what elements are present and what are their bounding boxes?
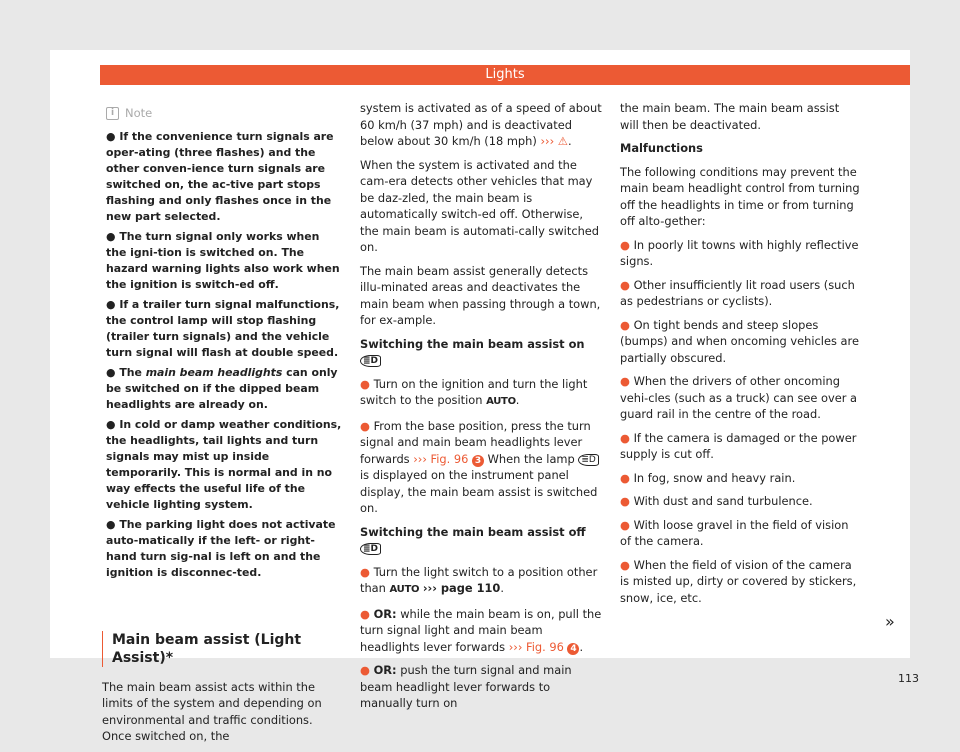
paragraph: The main beam assist generally detects illu-minated areas and deactivates the main beam when passing through a town, for ex-ample. bbox=[360, 263, 601, 327]
callout-number: 4 bbox=[567, 643, 579, 655]
main-beam-assist-icon: ≣D bbox=[360, 355, 381, 367]
list-item: ● In poorly lit towns with highly reflective signs. bbox=[620, 237, 859, 268]
header-bar bbox=[100, 65, 910, 85]
main-beam-assist-icon: ≣D bbox=[578, 454, 598, 466]
manual-page bbox=[50, 50, 919, 743]
figure-link[interactable]: ››› Fig. 96 bbox=[508, 639, 564, 654]
paragraph: When the system is activated and the cam-era detects other vehicles that may be daz-zled, the main beam is automatically switch-ed off. Otherwise, the main beam is automati-cally switched on. bbox=[360, 157, 600, 254]
sub-heading-off: Switching the main beam assist off ≣D bbox=[360, 524, 586, 554]
note-title bbox=[106, 105, 342, 122]
list-item: ● Turn the light switch to a position other than AUTO ››› page 110. bbox=[360, 564, 598, 595]
list-item: ● If the camera is damaged or the power supply is cut off. bbox=[620, 430, 857, 461]
list-item: ● When the field of vision of the camera is misted up, dirty or covered by stickers, snow, ice, etc. bbox=[620, 557, 857, 605]
list-item: ● When the drivers of other oncoming vehi-cles (such as a truck) can see over a guard rail in the centre of the road. bbox=[620, 374, 858, 421]
note-item: ● In cold or damp weather conditions, the headlights, tail lights and turn signals may mist up inside temporarily. This is normal and in no way effects the useful life of the vehicle lighting system. bbox=[106, 417, 342, 511]
page-link[interactable]: ››› page 110 bbox=[422, 581, 501, 595]
callout-number: 3 bbox=[472, 455, 484, 467]
page-number: 113 bbox=[898, 672, 919, 685]
paragraph: The following conditions may prevent the main beam headlight control from turning off the headlights in time or from turning off alto-gether: bbox=[620, 164, 860, 228]
section-intro: The main beam assist acts within the limits of the system and depending on environmental and traffic conditions. Once switched on, the bbox=[102, 679, 322, 743]
figure-link[interactable]: ››› Fig. 96 bbox=[413, 451, 469, 466]
main-beam-assist-icon: ≣D bbox=[360, 543, 381, 555]
list-item: ● OR: push the turn signal and main beam headlight lever forwards to manually turn on bbox=[360, 663, 572, 710]
sub-heading-on: Switching the main beam assist on ≣D bbox=[360, 336, 585, 366]
section-heading: Main beam assist (Light Assist)* bbox=[102, 631, 342, 667]
auto-symbol: AUTO bbox=[486, 396, 516, 407]
list-item: ● OR: while the main beam is on, pull the turn signal light and main beam headlights lever forwards ››› Fig. 96 4 . bbox=[360, 606, 602, 654]
paragraph: the main beam. The main beam assist will then be deactivated. bbox=[620, 101, 840, 132]
note-title-text: Note bbox=[125, 106, 153, 120]
info-icon: i bbox=[106, 107, 119, 120]
list-item: ● In fog, snow and heavy rain. bbox=[620, 470, 796, 485]
note-item: ● The main beam headlights can only be switched on if the dipped beam headlights are already on. bbox=[106, 365, 338, 411]
list-item: ● Turn on the ignition and turn the light switch to the position AUTO. bbox=[360, 376, 588, 407]
note-body bbox=[102, 129, 342, 581]
column-2 bbox=[360, 100, 605, 719]
column-3 bbox=[620, 100, 860, 613]
reference-arrows: ››› bbox=[540, 134, 555, 148]
note-item: ● The turn signal only works when the igni-tion is switched on. The hazard warning lights also work when the ignition is switch-ed off. bbox=[106, 229, 340, 291]
header-title: Lights bbox=[485, 67, 525, 82]
list-item: ● With dust and sand turbulence. bbox=[620, 494, 813, 508]
list-item: ● From the base position, press the turn signal and main beam headlights lever forwards ››› Fig. 96 3 When the lamp ≣D is displayed on the instrument panel display, the main beam assist is switched on. bbox=[360, 418, 598, 515]
warning-icon: ⚠ bbox=[557, 134, 568, 148]
note-item: ● If a trailer turn signal malfunctions, the control lamp will stop flashing (trailer turn signals) and the vehicle turn signal will flash at double speed. bbox=[106, 297, 340, 359]
list-item: ● Other insufficiently lit road users (such as pedestrians or cyclists). bbox=[620, 277, 855, 308]
continue-arrow-icon: » bbox=[885, 612, 895, 631]
malfunctions-heading: Malfunctions bbox=[620, 141, 703, 155]
column-1 bbox=[102, 100, 342, 752]
auto-symbol: AUTO bbox=[389, 584, 420, 595]
list-item: ● On tight bends and steep slopes (bumps) and when oncoming vehicles are partially obscured. bbox=[620, 317, 859, 365]
list-item: ● With loose gravel in the field of vision of the camera. bbox=[620, 517, 849, 548]
paragraph: system is activated as of a speed of about 60 km/h (37 mph) and is deactivated below about 30 km/h (18 mph) ››› ⚠. bbox=[360, 101, 602, 148]
note-item: ● If the convenience turn signals are oper-ating (three flashes) and the other conven-ience turn signals are switched on, the ac-tive part stops flashing and only flashes once in the new part selected. bbox=[106, 129, 334, 223]
note-item: ● The parking light does not activate auto-matically if the left- or right-hand turn sig-nal is left on and the ignition is disconnec-ted. bbox=[106, 517, 336, 579]
